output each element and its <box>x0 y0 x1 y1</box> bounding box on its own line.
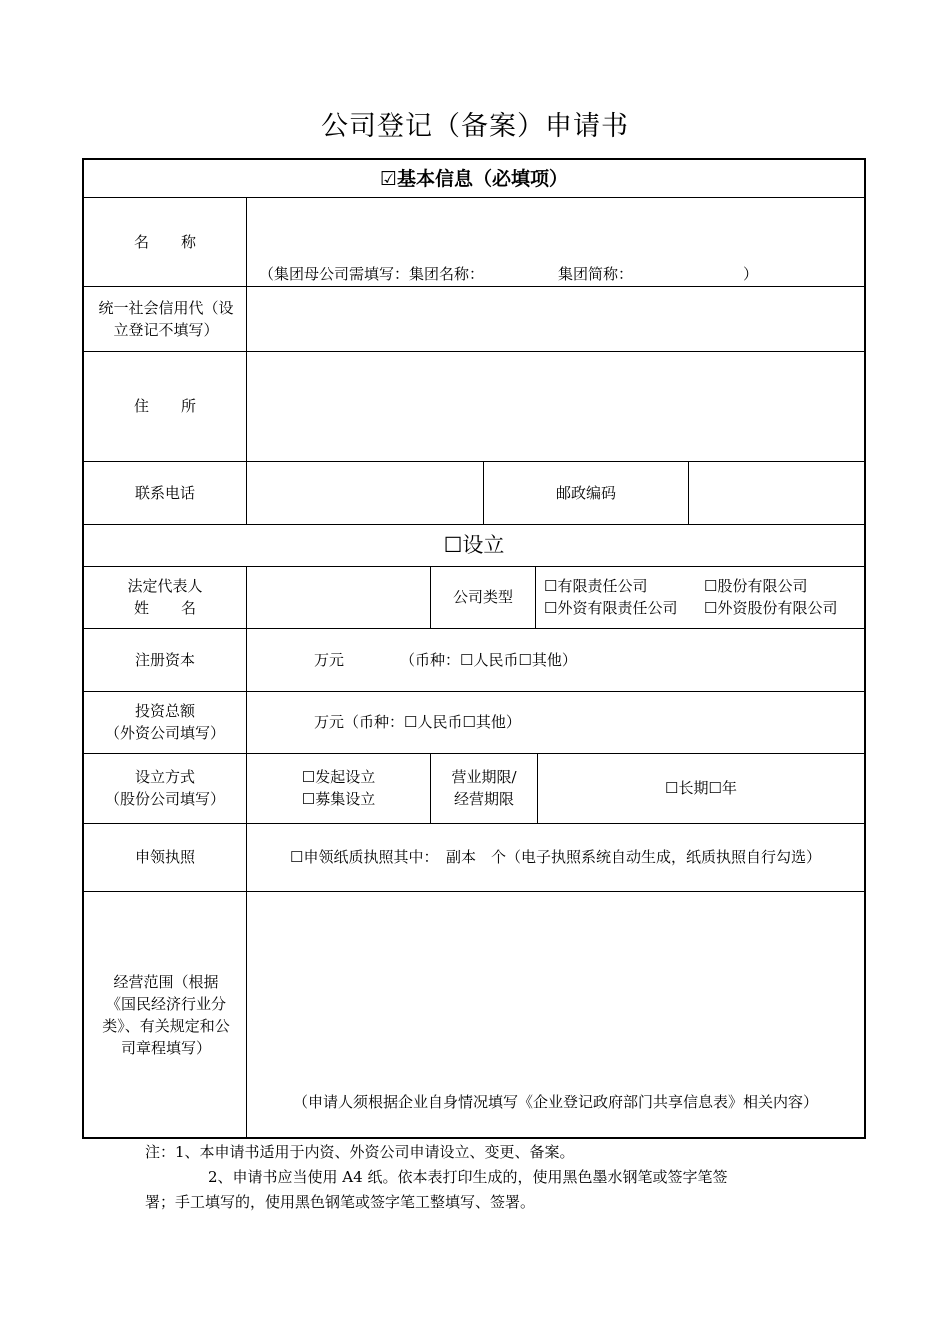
company-type-joint-stock-checkbox[interactable]: ☐股份有限公司 <box>704 577 808 595</box>
registered-capital-input[interactable]: 万元 （币种：☐人民币☐其他） <box>314 650 577 669</box>
legal-rep-input[interactable] <box>247 566 430 628</box>
note-2-line-1: 2、申请书应当使用 A4 纸。依本表打印生成的，使用黑色墨水钢笔或签字笔签 <box>208 1168 728 1186</box>
setup-offering-checkbox[interactable]: ☐募集设立 <box>301 790 376 808</box>
group-name-hint: （集团母公司需填写：集团名称： 集团简称： ） <box>259 265 759 283</box>
note-2-line-2: 署；手工填写的，使用黑色钢笔或签字笔工整填写、签署。 <box>145 1193 536 1211</box>
address-label: 住 所 <box>133 397 197 415</box>
investment-input[interactable]: 万元（币种：☐人民币☐其他） <box>314 713 521 731</box>
currency-checkboxes[interactable]: （币种：☐人民币☐其他） <box>400 650 577 669</box>
business-scope-label: 经营范围（根据《国民经济行业分类》、有关规定和公司章程填写） <box>102 973 230 1057</box>
name-label: 名 称 <box>133 232 197 251</box>
business-term-options[interactable]: ☐长期☐年 <box>665 779 737 797</box>
application-form <box>82 158 866 1139</box>
license-option[interactable]: ☐申领纸质执照其中： 副本 个（电子执照系统自动生成，纸质执照自行勾选） <box>290 848 821 866</box>
company-type-foreign-llc-checkbox[interactable]: ☐外资有限责任公司 <box>544 599 678 617</box>
postal-code-label: 邮政编码 <box>555 483 616 502</box>
setup-promotion-checkbox[interactable]: ☐发起设立 <box>301 768 376 786</box>
section-basic-info[interactable]: ☑基本信息（必填项） <box>379 167 569 190</box>
name-input[interactable] <box>247 197 864 263</box>
phone-label: 联系电话 <box>134 483 195 502</box>
credit-code-label: 统一社会信用代（设立登记不填写） <box>98 298 234 339</box>
business-term-label: 营业期限/ 经营期限 <box>451 768 517 808</box>
company-type-foreign-joint-stock-checkbox[interactable]: ☐外资股份有限公司 <box>704 599 838 617</box>
phone-input[interactable] <box>247 461 483 524</box>
section-setup[interactable]: ☐设立 <box>443 533 505 557</box>
credit-code-input[interactable] <box>247 286 864 351</box>
postal-code-input[interactable] <box>689 461 864 524</box>
legal-rep-label: 法定代表人 姓 名 <box>127 577 203 617</box>
investment-label: 投资总额 （外资公司填写） <box>104 702 225 742</box>
business-scope-hint: （申请人须根据企业自身情况填写《企业登记政府部门共享信息表》相关内容） <box>292 1093 818 1111</box>
setup-method-options <box>247 753 430 823</box>
company-type-llc-checkbox[interactable]: ☐有限责任公司 <box>544 577 648 595</box>
address-input[interactable] <box>247 351 864 461</box>
company-type-options <box>544 566 864 628</box>
registered-capital-label: 注册资本 <box>134 650 195 669</box>
setup-method-label: 设立方式 （股份公司填写） <box>104 768 225 808</box>
note-1: 注：1、本申请书适用于内资、外资公司申请设立、变更、备案。 <box>145 1143 575 1161</box>
company-type-label: 公司类型 <box>452 588 513 606</box>
page-title: 公司登记（备案）申请书 <box>321 111 629 142</box>
business-scope-input[interactable] <box>247 891 864 1081</box>
license-label: 申领执照 <box>134 848 195 866</box>
